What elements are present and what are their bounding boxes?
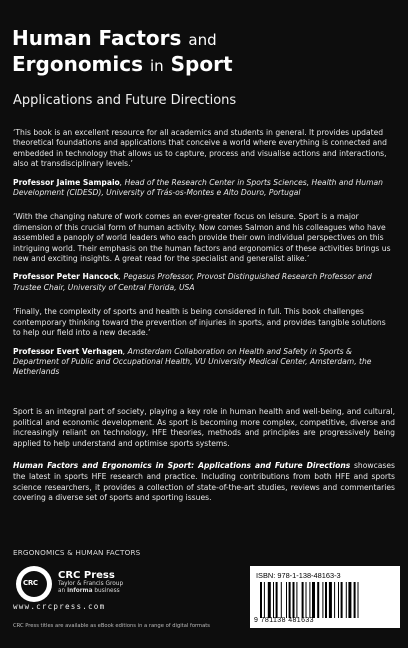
publisher-group-line2: an informa business — [58, 588, 120, 594]
book-title — [12, 26, 392, 78]
barcode-number: 9 781138 481633 — [254, 617, 314, 624]
endorsement-quote-1: ‘This book is an excellent resource for all academics and students in general. It provides updated theoretical foundations and applications that conceive a world where everything is connected and embedded in technology that allows us to capture, process and visualise actions and interactions, also at transdisciplinary levels.’ — [13, 128, 387, 169]
endorsement-quote-2: ‘With the changing nature of work comes an ever-greater focus on leisure. Sport is a major dimension of this crucial form of human activity. Now comes Salmon and his colleagues who have assembled a panoply of world leaders who each provide their own individual perspectives on this intriguing world. Their emphasis on the human factors and ergonomics of these activities brings us new and exciting insights. A great read for the specialist and generalist alike.’ — [13, 212, 391, 264]
crc-press-logo — [16, 566, 124, 606]
isbn-label: ISBN: 978-1-138-48163-3 — [256, 571, 341, 580]
endorsements — [13, 128, 395, 392]
endorser-name-1: Professor Jaime Sampaio — [13, 177, 120, 187]
description-paragraph-2 — [13, 461, 395, 503]
description-book-title: Human Factors and Ergonomics in Sport: Applications and Future Directions — [13, 461, 351, 471]
book-subtitle: Applications and Future Directions — [13, 93, 237, 108]
endorsement-quote-3: ‘Finally, the complexity of sports and health is being considered in full. This book challenges contemporary thinking toward the prevention of injuries in sports, and provides tangible solutions to help our field into a new decade.’ — [13, 307, 386, 338]
description-paragraph-1: Sport is an integral part of society, playing a key role in human health and well-being, and cultural, political and economic development. As sport is becoming more complex, competitive, diverse and increasingly reliant on technology, HFE theories, methods and principles are progressively being applied to help understand and optimise sports systems. — [13, 407, 395, 448]
endorser-name-3: Professor Evert Verhagen — [13, 346, 123, 356]
publisher-name: CRC Press — [58, 570, 115, 581]
crc-logo-text: CRC — [23, 579, 38, 587]
publisher-group-line1: Taylor & Francis Group — [58, 581, 124, 587]
barcode-icon — [260, 582, 394, 618]
series-label: ERGONOMICS & HUMAN FACTORS — [13, 548, 141, 557]
description-paragraph-2-text: showcases the latest in sports HFE research and practice. Including contributions from both HFE and sports science researchers, it provides a collection of state-of-the-art studies, reviews and commentaries covering a diverse set of sports and sporting issues. — [13, 461, 396, 503]
title-word-ergonomics: Ergonomics — [12, 52, 144, 76]
publisher-info — [58, 570, 178, 595]
title-word-and: and — [188, 31, 217, 49]
endorsement-attribution-1 — [13, 178, 395, 199]
endorsement-attribution-2 — [13, 272, 395, 293]
endorser-name-2: Professor Peter Hancock — [13, 272, 119, 282]
endorser-affiliation-3: , Amsterdam Collaboration on Health and Safety in Sports & Department of Public and Occupational Health, VU University Medical Center, Amsterdam, the Netherlands — [13, 346, 372, 377]
endorser-affiliation-2: , Pegasus Professor, Provost Distinguished Research Professor and Trustee Chair, University of Central Florida, USA — [13, 272, 372, 292]
ebook-note: CRC Press titles are available as eBook editions in a range of digital formats — [13, 623, 210, 629]
publisher-url[interactable]: www.crcpress.com — [13, 602, 106, 611]
endorsement-attribution-3 — [13, 347, 395, 378]
title-word-in: in — [149, 57, 164, 75]
title-word-sport: Sport — [170, 52, 233, 76]
title-word-human-factors: Human Factors — [12, 26, 182, 50]
book-description — [13, 407, 395, 516]
endorser-affiliation-1: , Head of the Research Center in Sports Sciences, Health and Human Development (CIDESD), University of Trás-os-Montes e Alto Douro, Portugal — [13, 177, 383, 198]
